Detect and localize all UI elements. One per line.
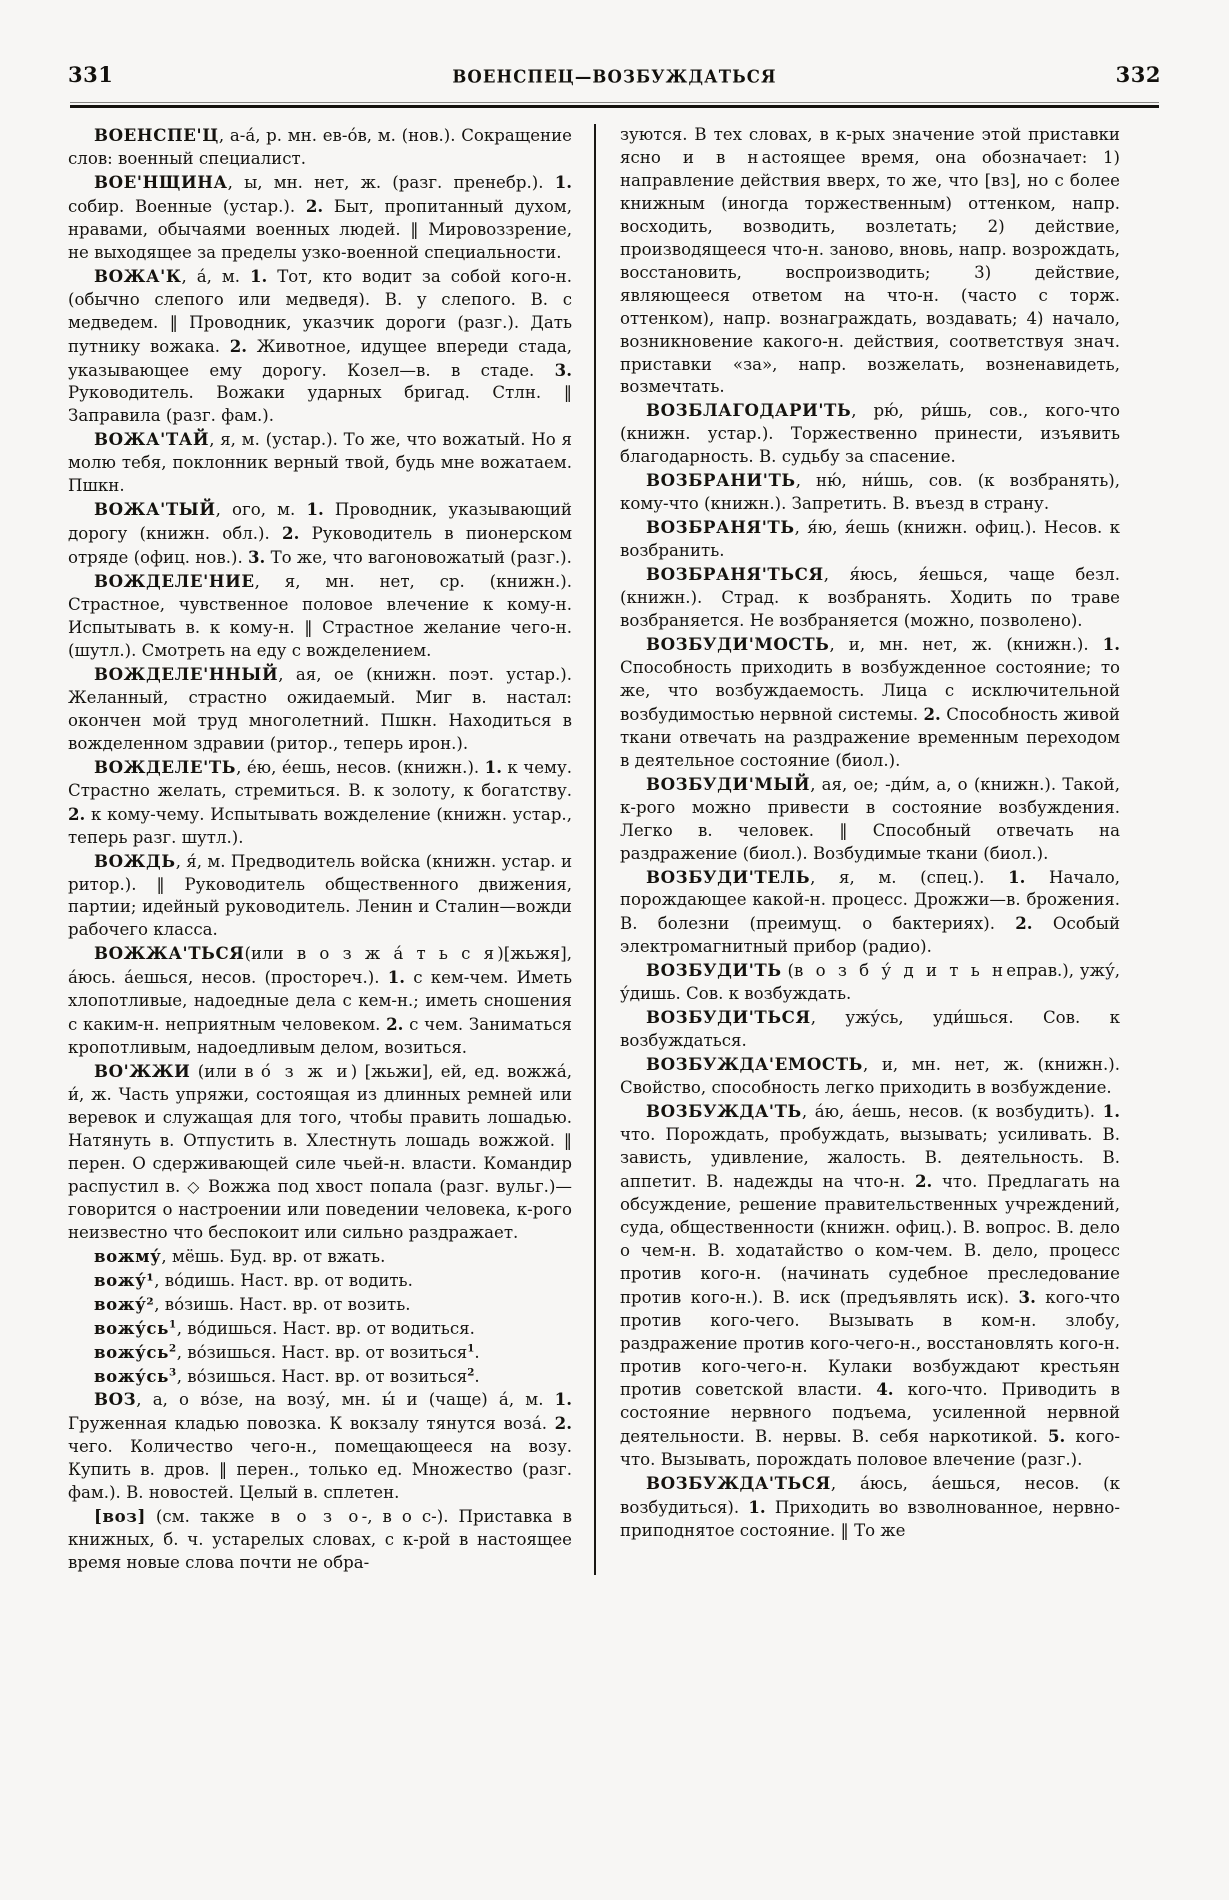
entry-definition: Такой, к-рого можно привести в состояние возбуждения. Легко в. человек. ‖ Способный отвечать на раздражение (биол.). Возбудимые ткани (биол.).: [620, 774, 1120, 863]
entry-headword: ВОЗБУЖДА'ЕМОСТЬ: [646, 1054, 863, 1075]
dictionary-entry: [620, 866, 1120, 960]
entry-headword: ВОЗБУДИ'ТЬСЯ: [646, 1007, 811, 1028]
entry-headword: ВОЗБРАНИ'ТЬ: [646, 470, 796, 491]
entry-grammar: , во́дишь. Наст. вр. от водить.: [154, 1270, 413, 1290]
dictionary-entry: [68, 1317, 572, 1341]
entry-definition: Страстное, чувственное половое влечение к кому-н. Испытывать в. к кому-н. ‖ Страстное желание чего-н. (шутл.). Смотреть на еду с вожделением.: [68, 595, 572, 660]
dictionary-entry: [68, 124, 572, 171]
dictionary-entry: [68, 663, 572, 756]
entry-grammar: , ая, ое (книжн. поэт. устар.).: [278, 664, 572, 684]
dictionary-entry: [68, 1245, 572, 1269]
entry-definition: Сов. к возбуждаться.: [620, 1008, 1120, 1051]
entry-definition: То же, что вожатый. Но я молю тебя, поклонник верный твой, будь мне вожатаем. Пшкн.: [68, 430, 572, 496]
dictionary-entry: [68, 850, 572, 943]
dictionary-entry: [620, 1100, 1120, 1472]
entry-grammar: (или в о́ з ж и) [жьжи], ей, ед. вожжа́, и́, ж.: [68, 1062, 572, 1105]
entry-grammar: (или в о з ж а́ т ь с я)[жьжя], а́юсь. а́ешься, несов. (простореч.).: [68, 944, 572, 988]
entry-grammar: , ого, м.: [215, 500, 296, 520]
entry-grammar: (в о з б у́ д и т ь неправ.), ужу́, у́дишь.: [620, 961, 1120, 1004]
entry-grammar: , я́, м.: [175, 851, 226, 871]
entry-definition: 1. с кем-чем. Иметь хлопотливые, надоедные дела с кем-н.; иметь сношения с каким-н. неприятным человеком. 2. с чем. Заниматься кропотливым, надоедливым делом, возиться.: [68, 967, 572, 1058]
header-rule-thick: [70, 105, 1159, 108]
right-column-body: [620, 124, 1120, 1543]
entry-grammar: , ужу́сь, уди́шься.: [810, 1008, 1014, 1028]
entry-grammar: , а, о во́зе, на возу́, мн. ы́ и (чаще) а́, м.: [136, 1390, 544, 1410]
header-rule-thin: [70, 102, 1159, 103]
entry-grammar: , а́ю, а́ешь, несов. (к возбудить).: [801, 1102, 1096, 1122]
entry-definition: 1. Способность приходить в возбужденное состояние; то же, что возбуждаемость. Лица с исключительной возбудимостью нервной системы. 2. Способность живой ткани отвечать на раздражение временным переходом в деятельное состояние (биол.).: [620, 633, 1120, 770]
dictionary-entry: [620, 516, 1120, 563]
entry-headword: вожу́¹: [94, 1269, 155, 1290]
dictionary-entry: [68, 756, 572, 850]
entry-definition: 1. что. Порождать, пробуждать, вызывать; усиливать. В. зависть, удивление, жалость. В. деятельность. В. аппетит. В. надежды на что-н. 2. что. Предлагать на обсуждение, решение правительственных учреждений, суда, общественности (книжн. офиц.). В. вопрос. В. дело о чем-н. В. ходатайство о ком-чем. В. дело, процесс против кого-н. (начинать судебное преследование против кого-н.). В. иск (предъявлять иск). 3. кого-что против кого-чего. Вызывать в ком-н. злобу, раздражение против кого-чего-н., восстановлять кого-н. против кого-чего-н. Кулаки возбуждают крестьян против советской власти. 4. кого-что. Приводить в состояние нервного подъема, усиленной нервной деятельности. В. нервы. В. себя наркотикой. 5. кого-что. Вызывать, порождать половое влечение (разг.).: [620, 1101, 1121, 1470]
entry-definition: Желанный, страстно ожидаемый. Миг в. настал: окончен мой труд многолетний. Пшкн. Находиться в вожделенном здравии (ритор., теперь ирон.).: [68, 687, 572, 753]
entry-headword: ВОЕ'НЩИНА: [94, 171, 228, 192]
entry-definition: Свойство, способность легко приходить в возбуждение.: [620, 1078, 1112, 1098]
entry-grammar: , во́зишься. Наст. вр. от возиться$^2$.: [176, 1365, 480, 1386]
entry-headword: ВОЗБЛАГОДАРИ'ТЬ: [646, 400, 852, 421]
dictionary-entry: [620, 1053, 1120, 1100]
entry-definition: 1. Груженная кладью повозка. К вокзалу тянутся воза́. 2. чего. Количество чего-н., помещающееся на возу. Купить в. дров. ‖ перен., только ед. Множество (разг. фам.). В. новостей. Целый в. сплетен.: [68, 1389, 572, 1503]
dictionary-entry: [68, 1060, 572, 1245]
entry-definition: Страд. к возбранять. Ходить по траве возбраняется. Не возбраняется (можно, позволено).: [620, 588, 1120, 631]
left-column-body: [68, 124, 572, 1575]
entry-grammar: , ая, ое; -ди́м, а, о (книжн.).: [810, 774, 1057, 794]
entry-definition: Сов. к возбуждать.: [680, 984, 852, 1004]
dictionary-entry: [68, 1269, 572, 1293]
entry-headword: ВОЗБУДИ'МОСТЬ: [646, 633, 830, 654]
entry-headword: $вожу́сь^1$: [94, 1317, 177, 1338]
dictionary-entry: [68, 1341, 572, 1365]
entry-headword: ВОЗБУДИ'ТЕЛЬ: [646, 866, 811, 887]
entry-grammar: (см. также в о з о-, в о с-).: [145, 1507, 449, 1527]
column-left: [68, 124, 594, 1575]
entry-grammar: , а́юсь, а́ешься, несов. (к возбудиться).: [620, 1474, 1120, 1518]
entry-grammar: , е́ю, е́ешь, несов. (книжн.).: [236, 757, 480, 777]
dictionary-entry: [68, 1388, 572, 1505]
dictionary-entry: [68, 1365, 572, 1389]
dictionary-entry: [620, 773, 1120, 866]
entry-definition: Предводитель войска (книжн. устар. и ритор.). ‖ Руководитель общественного движения, партии; идейный руководитель. Ленин и Сталин—вожди рабочего класса.: [68, 851, 572, 940]
entry-headword: вожму́: [94, 1245, 162, 1266]
entry-headword: $вожу́сь^3$: [94, 1365, 177, 1386]
running-head: [68, 62, 1161, 92]
dictionary-entry: [620, 563, 1120, 633]
entry-headword: ВОЖА'ТАЙ: [94, 429, 210, 450]
entry-headword: ВОЗБРАНЯ'ТЬ: [646, 517, 795, 538]
entry-grammar: , я́юсь, я́ешься, чаще безл. (книжн.).: [620, 565, 1120, 608]
entry-definition: 1. Приходить во взволнованное, нервно-приподнятое состояние. ‖ То же: [620, 1497, 1120, 1541]
entry-definition: Торжественно принести, изъявить благодарность. В. судьбу за спасение.: [620, 424, 1120, 467]
entry-headword: ВОЕНСПЕ'Ц: [94, 125, 219, 145]
entry-grammar: , я, м. (устар.).: [209, 430, 338, 450]
entry-grammar: , ы, мн. нет, ж. (разг. пренебр.).: [227, 172, 544, 192]
entry-definition: Приставка в книжных, б. ч. устарелых словах, с к-рой в настоящее время новые слова почти не обра-: [68, 1507, 572, 1573]
dictionary-entry: [620, 469, 1120, 516]
entry-headword: ВОЖДЕЛЕ'НИЕ: [94, 571, 255, 592]
entry-headword: ВОЗБРАНЯ'ТЬСЯ: [646, 564, 824, 585]
folio-right: 332: [1115, 62, 1161, 87]
entry-definition: 1. собир. Военные (устар.). 2. Быт, пропитанный духом, нравами, обычаями военных людей. ‖ Мировоззрение, не выходящее за пределы узко-военной специальности.: [68, 171, 573, 262]
entry-grammar: , и, мн. нет, ж. (книжн.).: [829, 634, 1089, 654]
dictionary-entry: [620, 124, 1120, 399]
header-rule: [70, 102, 1159, 108]
entry-grammar: , я, мн. нет, ср. (книжн.).: [254, 572, 572, 592]
dictionary-entry: [68, 1505, 572, 1575]
dictionary-entry: [68, 1293, 572, 1317]
entry-definition: Несов. к возбранить.: [620, 518, 1120, 561]
entry-grammar: , во́зишься. Наст. вр. от возиться$^1$.: [176, 1342, 480, 1362]
entry-definition: зуются. В тех словах, в к-рых значение этой приставки ясно и в настоящее время, она обозначает: 1) направление действия вверх, то же, что [вз], но с более книжным (иногда торжественным) оттенком, напр. восходить, возводить, возлетать; 2) действие, производящееся что-н. заново, вновь, напр. возрождать, восстановить, воспроизводить; 3) действие, являющееся ответом на что-н. (часто с торж. оттенком), напр. вознаграждать, воздавать; 4) начало, возникновение какого-н. действия, соответствуя знач. приставки «за», напр. возжелать, возненавидеть, возмечтать.: [620, 125, 1120, 397]
entry-grammar: , во́зишь. Наст. вр. от возить.: [154, 1294, 411, 1314]
entry-headword: [воз]: [94, 1506, 146, 1527]
entry-headword: ВОЗБУЖДА'ТЬСЯ: [646, 1473, 831, 1494]
dictionary-entry: [68, 942, 572, 1060]
entry-headword: ВОЖА'ТЫЙ: [94, 499, 216, 520]
entry-headword: ВОЗ: [94, 1389, 137, 1410]
column-right: [594, 124, 1120, 1575]
dictionary-entry: [620, 633, 1120, 773]
entry-headword: ВОЖДЕЛЕ'ТЬ: [94, 756, 237, 777]
entry-grammar: , рю́, ри́шь, сов., кого-что (книжн. устар.).: [620, 401, 1120, 444]
entry-definition: Запретить. В. въезд в страну.: [786, 494, 1050, 514]
dictionary-entry: [68, 498, 572, 570]
entry-headword: ВО'ЖЖИ: [94, 1061, 191, 1082]
entry-headword: ВОЗБУЖДА'ТЬ: [646, 1101, 802, 1122]
entry-grammar: , ню́, ни́шь, сов. (к возбранять), кому-что (книжн.).: [620, 471, 1120, 514]
folio-left: 331: [68, 62, 114, 87]
entry-grammar: , а-а́, р. мн. ев-о́в, м. (нов.).: [218, 126, 456, 145]
entry-grammar: , а́, м.: [181, 266, 241, 286]
entry-definition: 1. Проводник, указывающий дорогу (книжн. обл.). 2. Руководитель в пионерском отряде (офиц. нов.). 3. То же, что вагоновожатый (разг.).: [68, 499, 572, 568]
entry-grammar: , я́ю, я́ешь (книжн. офиц.).: [794, 518, 1037, 538]
entry-definition: Сокращение слов: военный специалист.: [68, 126, 572, 168]
running-head-title: ВОЕНСПЕЦ—ВОЗБУЖДАТЬСЯ: [452, 66, 777, 87]
entry-headword: $вожу́сь^2$: [94, 1341, 177, 1362]
dictionary-entry: [620, 1006, 1120, 1053]
entry-headword: ВОЖЖА'ТЬСЯ: [94, 943, 245, 964]
entry-grammar: , во́дишься. Наст. вр. от водиться.: [176, 1318, 475, 1338]
entry-grammar: , мёшь. Буд. вр. от вжать.: [161, 1246, 386, 1266]
entry-definition: Часть упряжи, состоящая из длинных ремней или веревок и служащая для того, чтобы править лошадью. Натянуть в. Отпустить в. Хлестнуть лошадь вожжой. ‖ перен. О сдерживающей силе чьей-н. власти. Командир распустил в. ◇ Вожжа под хвост попала (разг. вульг.)—говорится о настроении или поведении человека, к-рого неизвестно что беспокоит или сильно раздражает.: [68, 1085, 573, 1242]
dictionary-entry: [68, 171, 572, 265]
column-container: [68, 124, 1167, 1575]
entry-headword: ВОЖДЬ: [94, 850, 176, 871]
dictionary-entry: [620, 399, 1120, 469]
entry-definition: 1. Тот, кто водит за собой кого-н. (обычно слепого или медведя). В. у слепого. В. с медведем. ‖ Проводник, указчик дороги (разг.). Дать путнику вожака. 2. Животное, идущее впереди стада, указывающее ему дорогу. Козел—в. в стаде. 3. Руководитель. Вожаки ударных бригад. Стлн. ‖ Заправила (разг. фам.).: [68, 265, 572, 426]
entry-headword: ВОЖА'К: [94, 265, 182, 286]
entry-headword: ВОЗБУДИ'МЫЙ: [646, 773, 811, 794]
entry-definition: 1. к чему. Страстно желать, стремиться. В. к золоту, к богатству. 2. к кому-чему. Испытывать вожделение (книжн. устар., теперь разг. шутл.).: [68, 756, 572, 847]
entry-headword: вожу́²: [94, 1293, 155, 1314]
dictionary-entry: [68, 428, 572, 498]
dictionary-entry: [620, 959, 1120, 1006]
entry-headword: ВОЖДЕЛЕ'ННЫЙ: [94, 663, 279, 684]
entry-headword: ВОЗБУДИ'ТЬ: [646, 960, 782, 981]
entry-grammar: , и, мн. нет, ж. (книжн.).: [862, 1055, 1120, 1075]
entry-definition: 1. Начало, порождающее какой-н. процесс. Дрожжи—в. брожения. В. болезни (преимущ. о бактериях). 2. Особый электромагнитный прибор (радио).: [620, 866, 1121, 957]
dictionary-entry: [68, 570, 572, 663]
dictionary-entry: [68, 265, 572, 429]
dictionary-entry: [620, 1472, 1120, 1543]
entry-grammar: , я, м. (спец.).: [810, 867, 985, 887]
